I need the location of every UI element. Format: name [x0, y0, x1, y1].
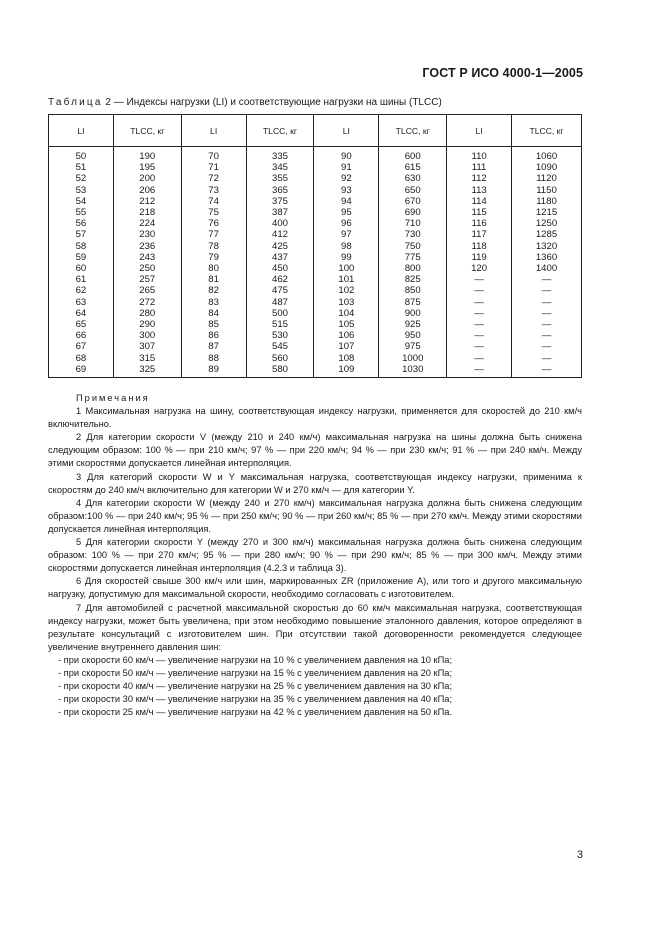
cell-tlcc: 218: [113, 207, 181, 218]
cell-li: 89: [181, 364, 246, 378]
cell-li: 113: [447, 185, 512, 196]
note-list-item: - при скорости 30 км/ч — увеличение нагрузки на 35 % с увеличением давления на 40 кПа;: [58, 694, 453, 705]
cell-tlcc: 950: [379, 330, 447, 341]
cell-tlcc: 670: [379, 196, 447, 207]
cell-tlcc: 265: [113, 285, 181, 296]
cell-li: 74: [181, 196, 246, 207]
cell-tlcc: 515: [246, 319, 314, 330]
cell-li: 96: [314, 218, 379, 229]
cell-li: 69: [49, 364, 114, 378]
cell-li: 87: [181, 341, 246, 352]
cell-li: 119: [447, 252, 512, 263]
cell-li: 111: [447, 162, 512, 173]
cell-li: 51: [49, 162, 114, 173]
cell-li: 91: [314, 162, 379, 173]
cell-li: 109: [314, 364, 379, 378]
cell-tlcc: 1180: [512, 196, 582, 207]
cell-tlcc: 335: [246, 147, 314, 163]
cell-li: 105: [314, 319, 379, 330]
cell-li: 110: [447, 147, 512, 163]
cell-tlcc: 250: [113, 263, 181, 274]
cell-li: 78: [181, 241, 246, 252]
page-number: 3: [576, 849, 583, 861]
cell-tlcc: 462: [246, 274, 314, 285]
cell-li: —: [447, 341, 512, 352]
table-caption-text: 2 — Индексы нагрузки (LI) и соответствующие нагрузки на шины (TLCC): [102, 97, 442, 108]
cell-tlcc: 775: [379, 252, 447, 263]
note-paragraph: 7 Для автомобилей с расчетной максимальной скоростью до 60 км/ч максимальная нагрузка, соответствующая индексу нагрузки, может быть увеличена, при этом необходимо повышение эталонного давления, которое определяют в результате консультаций с изготовителем шин. При отсутствии такой договоренности рекомендуется следующее увеличение внутреннего давления шин:: [48, 602, 582, 652]
cell-li: 81: [181, 274, 246, 285]
cell-li: 70: [181, 147, 246, 163]
table-row: [49, 297, 582, 308]
cell-tlcc: 200: [113, 173, 181, 184]
table-row: [49, 229, 582, 240]
cell-tlcc: 925: [379, 319, 447, 330]
note-paragraph: 4 Для категории скорости W (между 240 и 270 км/ч) максимальная нагрузка должна быть снижена следующим образом:100 % — при 240 км/ч; 95 % — при 250 км/ч; 90 % — при 260 км/ч; 85 % — при 270 км/ч. Между этими скоростями допускается линейная интерполяция.: [48, 497, 582, 534]
cell-tlcc: 280: [113, 308, 181, 319]
cell-tlcc: 500: [246, 308, 314, 319]
cell-li: 97: [314, 229, 379, 240]
cell-li: 55: [49, 207, 114, 218]
cell-li: 104: [314, 308, 379, 319]
cell-li: —: [447, 330, 512, 341]
header-tlcc: TLCC, кг: [113, 115, 181, 147]
cell-li: —: [447, 319, 512, 330]
table-row: [49, 353, 582, 364]
cell-li: 60: [49, 263, 114, 274]
cell-tlcc: 212: [113, 196, 181, 207]
note-paragraph: 3 Для категорий скорости W и Y максимальная нагрузка, соответствующая индексу нагрузки, применима к скоростям до 240 км/ч включительно для категории W и 270 км/ч — для категории Y.: [48, 471, 582, 495]
cell-li: 56: [49, 218, 114, 229]
cell-tlcc: 1250: [512, 218, 582, 229]
cell-li: 98: [314, 241, 379, 252]
table-row: [49, 341, 582, 352]
cell-tlcc: 437: [246, 252, 314, 263]
document-header: ГОСТ Р ИСО 4000-1—2005: [422, 66, 583, 80]
cell-tlcc: 272: [113, 297, 181, 308]
cell-tlcc: 615: [379, 162, 447, 173]
cell-tlcc: 257: [113, 274, 181, 285]
cell-li: 117: [447, 229, 512, 240]
cell-tlcc: 307: [113, 341, 181, 352]
cell-li: —: [447, 353, 512, 364]
cell-tlcc: 1400: [512, 263, 582, 274]
cell-li: 99: [314, 252, 379, 263]
cell-tlcc: 560: [246, 353, 314, 364]
cell-li: 108: [314, 353, 379, 364]
note-paragraph: 2 Для категории скорости V (между 210 и 240 км/ч) максимальная нагрузка на шины должна быть снижена следующим образом: 100 % — при 210 км/ч; 97 % — при 220 км/ч; 94 % — при 230 км/ч; 91 % — при 240 км/ч. Между этими скоростями допускается линейная интерполяция.: [48, 432, 582, 469]
cell-li: 82: [181, 285, 246, 296]
cell-tlcc: 900: [379, 308, 447, 319]
cell-li: 85: [181, 319, 246, 330]
cell-tlcc: 975: [379, 341, 447, 352]
cell-li: 64: [49, 308, 114, 319]
notes-section: [48, 392, 582, 719]
table-row: [49, 147, 582, 163]
cell-li: 116: [447, 218, 512, 229]
cell-tlcc: —: [512, 297, 582, 308]
cell-li: 54: [49, 196, 114, 207]
table-caption: [48, 97, 442, 108]
cell-tlcc: —: [512, 319, 582, 330]
table-row: [49, 162, 582, 173]
cell-tlcc: 1285: [512, 229, 582, 240]
cell-li: 88: [181, 353, 246, 364]
cell-tlcc: 1320: [512, 241, 582, 252]
cell-tlcc: 875: [379, 297, 447, 308]
note-list-item: - при скорости 40 км/ч — увеличение нагрузки на 25 % с увеличением давления на 30 кПа;: [58, 681, 453, 692]
cell-tlcc: 800: [379, 263, 447, 274]
cell-tlcc: 345: [246, 162, 314, 173]
table-row: [49, 252, 582, 263]
cell-tlcc: 300: [113, 330, 181, 341]
table-caption-prefix: Таблица: [48, 97, 103, 108]
cell-li: 66: [49, 330, 114, 341]
cell-li: 61: [49, 274, 114, 285]
cell-tlcc: 243: [113, 252, 181, 263]
cell-li: 65: [49, 319, 114, 330]
cell-li: 63: [49, 297, 114, 308]
cell-li: —: [447, 364, 512, 378]
cell-li: 79: [181, 252, 246, 263]
header-li: LI: [181, 115, 246, 147]
cell-li: 120: [447, 263, 512, 274]
cell-li: 71: [181, 162, 246, 173]
notes-title: Примечания: [76, 393, 150, 403]
cell-tlcc: 236: [113, 241, 181, 252]
cell-li: 92: [314, 173, 379, 184]
cell-tlcc: 375: [246, 196, 314, 207]
note-paragraph: 1 Максимальная нагрузка на шину, соответствующая индексу нагрузки, применяется для скоростей до 210 км/ч включительно.: [48, 406, 582, 430]
cell-li: 84: [181, 308, 246, 319]
cell-li: —: [447, 308, 512, 319]
cell-tlcc: 1000: [379, 353, 447, 364]
table-row: [49, 185, 582, 196]
cell-tlcc: 355: [246, 173, 314, 184]
cell-tlcc: 1120: [512, 173, 582, 184]
cell-tlcc: 195: [113, 162, 181, 173]
cell-tlcc: 365: [246, 185, 314, 196]
cell-li: 103: [314, 297, 379, 308]
cell-li: 57: [49, 229, 114, 240]
header-tlcc: TLCC, кг: [246, 115, 314, 147]
cell-li: 58: [49, 241, 114, 252]
cell-li: 102: [314, 285, 379, 296]
cell-li: 106: [314, 330, 379, 341]
table-row: [49, 285, 582, 296]
cell-li: 86: [181, 330, 246, 341]
cell-tlcc: 450: [246, 263, 314, 274]
cell-tlcc: 1150: [512, 185, 582, 196]
cell-li: 112: [447, 173, 512, 184]
cell-li: 83: [181, 297, 246, 308]
cell-tlcc: —: [512, 330, 582, 341]
cell-tlcc: —: [512, 364, 582, 378]
cell-tlcc: 230: [113, 229, 181, 240]
cell-li: 72: [181, 173, 246, 184]
cell-li: 93: [314, 185, 379, 196]
table-row: [49, 274, 582, 285]
table-row: [49, 319, 582, 330]
cell-li: 76: [181, 218, 246, 229]
cell-li: 62: [49, 285, 114, 296]
cell-li: 50: [49, 147, 114, 163]
cell-tlcc: 750: [379, 241, 447, 252]
cell-li: 94: [314, 196, 379, 207]
header-li: LI: [314, 115, 379, 147]
cell-tlcc: 387: [246, 207, 314, 218]
note-list-item: - при скорости 60 км/ч — увеличение нагрузки на 10 % с увеличением давления на 10 кПа;: [58, 654, 453, 665]
cell-tlcc: 190: [113, 147, 181, 163]
cell-tlcc: —: [512, 285, 582, 296]
cell-tlcc: 850: [379, 285, 447, 296]
cell-tlcc: 730: [379, 229, 447, 240]
cell-tlcc: 325: [113, 364, 181, 378]
table-row: [49, 196, 582, 207]
cell-li: 114: [447, 196, 512, 207]
cell-li: 52: [49, 173, 114, 184]
cell-li: 100: [314, 263, 379, 274]
cell-tlcc: 630: [379, 173, 447, 184]
cell-tlcc: 1030: [379, 364, 447, 378]
cell-li: 59: [49, 252, 114, 263]
cell-tlcc: —: [512, 274, 582, 285]
cell-tlcc: 487: [246, 297, 314, 308]
load-index-table: [48, 114, 582, 378]
note-paragraph: 5 Для категории скорости Y (между 270 и 300 км/ч) максимальная нагрузка должна быть снижена следующим образом: 100 % — при 270 км/ч; 95 % — при 280 км/ч; 90 % — при 290 км/ч; 85 % — при 300 км/ч. Между этими скоростями допускается линейная интерполяция (4.2.3 и таблица 3).: [48, 537, 582, 574]
cell-li: —: [447, 274, 512, 285]
table-row: [49, 207, 582, 218]
cell-tlcc: —: [512, 353, 582, 364]
table-header-row: [49, 115, 582, 147]
cell-tlcc: 600: [379, 147, 447, 163]
cell-tlcc: 400: [246, 218, 314, 229]
table-row: [49, 364, 582, 378]
cell-tlcc: 224: [113, 218, 181, 229]
notes-items: [48, 654, 582, 719]
cell-li: —: [447, 285, 512, 296]
table-row: [49, 241, 582, 252]
cell-tlcc: 580: [246, 364, 314, 378]
notes-paragraphs: [48, 405, 582, 654]
cell-tlcc: 412: [246, 229, 314, 240]
cell-li: 115: [447, 207, 512, 218]
cell-li: 101: [314, 274, 379, 285]
cell-tlcc: 290: [113, 319, 181, 330]
cell-li: 73: [181, 185, 246, 196]
note-paragraph: 6 Для скоростей свыше 300 км/ч или шин, маркированных ZR (приложение А), или того и другого максимальную нагрузку, допустимую для максимальной скорости, необходимо согласовать с изготовителем.: [48, 576, 582, 600]
cell-tlcc: —: [512, 341, 582, 352]
cell-li: 67: [49, 341, 114, 352]
cell-tlcc: 1090: [512, 162, 582, 173]
table-row: [49, 263, 582, 274]
cell-li: 68: [49, 353, 114, 364]
cell-tlcc: 545: [246, 341, 314, 352]
cell-li: 118: [447, 241, 512, 252]
cell-li: 107: [314, 341, 379, 352]
cell-li: 75: [181, 207, 246, 218]
cell-li: 90: [314, 147, 379, 163]
cell-tlcc: 690: [379, 207, 447, 218]
note-list-item: - при скорости 25 км/ч — увеличение нагрузки на 42 % с увеличением давления на 50 кПа.: [58, 707, 453, 718]
header-tlcc: TLCC, кг: [379, 115, 447, 147]
cell-li: —: [447, 297, 512, 308]
cell-tlcc: 475: [246, 285, 314, 296]
header-li: LI: [447, 115, 512, 147]
cell-tlcc: 530: [246, 330, 314, 341]
cell-li: 95: [314, 207, 379, 218]
cell-li: 53: [49, 185, 114, 196]
cell-tlcc: 1215: [512, 207, 582, 218]
cell-li: 77: [181, 229, 246, 240]
cell-tlcc: 1360: [512, 252, 582, 263]
header-li: LI: [49, 115, 114, 147]
cell-tlcc: 315: [113, 353, 181, 364]
table-row: [49, 218, 582, 229]
table-row: [49, 330, 582, 341]
cell-tlcc: 206: [113, 185, 181, 196]
cell-tlcc: 425: [246, 241, 314, 252]
table-row: [49, 173, 582, 184]
note-list-item: - при скорости 50 км/ч — увеличение нагрузки на 15 % с увеличением давления на 20 кПа;: [58, 667, 453, 678]
table-body: [49, 147, 582, 378]
cell-tlcc: 650: [379, 185, 447, 196]
cell-tlcc: 710: [379, 218, 447, 229]
cell-tlcc: 1060: [512, 147, 582, 163]
cell-tlcc: —: [512, 308, 582, 319]
table-row: [49, 308, 582, 319]
header-tlcc: TLCC, кг: [512, 115, 582, 147]
cell-li: 80: [181, 263, 246, 274]
cell-tlcc: 825: [379, 274, 447, 285]
